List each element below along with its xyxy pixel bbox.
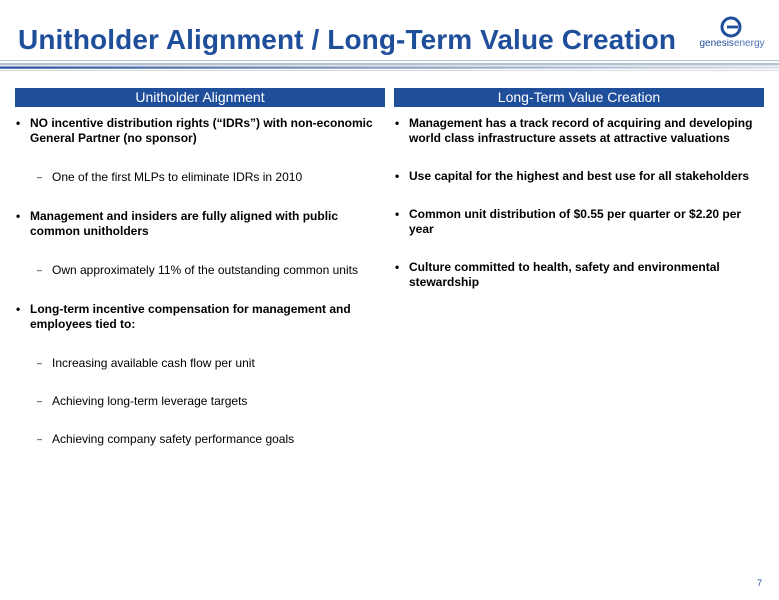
bullet-text: Management has a track record of acquiring and developing world class infrastructure assets at attractive valuations xyxy=(409,116,753,145)
bullet-item xyxy=(394,116,756,146)
bullet-marker: • xyxy=(395,169,400,183)
bullet-text: Management and insiders are fully aligned with public common unitholders xyxy=(30,209,339,238)
bullet-item xyxy=(15,432,377,447)
header-divider-band xyxy=(0,60,779,72)
right-column-list xyxy=(394,116,756,290)
genesis-logo-icon xyxy=(720,16,742,38)
bullet-text: Culture committed to health, safety and environmental stewardship xyxy=(409,260,720,289)
bullet-marker: • xyxy=(395,116,400,130)
bullet-item xyxy=(15,263,377,278)
bullet-text: Achieving long-term leverage targets xyxy=(52,394,248,408)
left-column-header: Unitholder Alignment xyxy=(15,88,385,107)
bullet-item xyxy=(15,394,377,409)
bullet-item xyxy=(15,170,377,185)
bullet-marker: • xyxy=(16,209,21,223)
bullet-marker: • xyxy=(16,116,21,130)
bullet-item xyxy=(15,209,377,239)
bullet-text: Own approximately 11% of the outstanding common units xyxy=(52,263,358,277)
bullet-text: Common unit distribution of $0.55 per quarter or $2.20 per year xyxy=(409,207,742,236)
logo-wordmark-bold: genesis xyxy=(699,38,734,49)
dash-marker: – xyxy=(37,358,43,368)
bullet-text: Increasing available cash flow per unit xyxy=(52,356,255,370)
page-number: 7 xyxy=(756,578,762,588)
left-column-list xyxy=(15,116,377,447)
bullet-marker: • xyxy=(395,260,400,274)
bullet-text: Long-term incentive compensation for management and employees tied to: xyxy=(30,302,351,331)
company-logo xyxy=(695,16,769,56)
dash-marker: – xyxy=(37,172,43,182)
bullet-item xyxy=(394,260,756,290)
bullet-item xyxy=(15,356,377,371)
bullet-marker: • xyxy=(395,207,400,221)
bullet-item xyxy=(394,207,756,237)
dash-marker: – xyxy=(37,265,43,275)
dash-marker: – xyxy=(37,396,43,406)
bullet-item xyxy=(15,116,377,146)
bullet-text: NO incentive distribution rights (“IDRs”) with non-economic General Partner (no sponsor) xyxy=(30,116,373,145)
slide-title: Unitholder Alignment / Long-Term Value Creation xyxy=(18,24,677,55)
bullet-marker: • xyxy=(16,302,21,316)
bullet-text: Use capital for the highest and best use for all stakeholders xyxy=(409,169,750,183)
logo-wordmark-light: energy xyxy=(733,38,765,49)
bullet-text: One of the first MLPs to eliminate IDRs in 2010 xyxy=(52,170,303,184)
bullet-item xyxy=(394,169,756,184)
logo-wordmark xyxy=(695,38,769,49)
bullet-item xyxy=(15,302,377,332)
dash-marker: – xyxy=(37,434,43,444)
right-column-header: Long-Term Value Creation xyxy=(394,88,764,107)
bullet-text: Achieving company safety performance goals xyxy=(52,432,295,446)
